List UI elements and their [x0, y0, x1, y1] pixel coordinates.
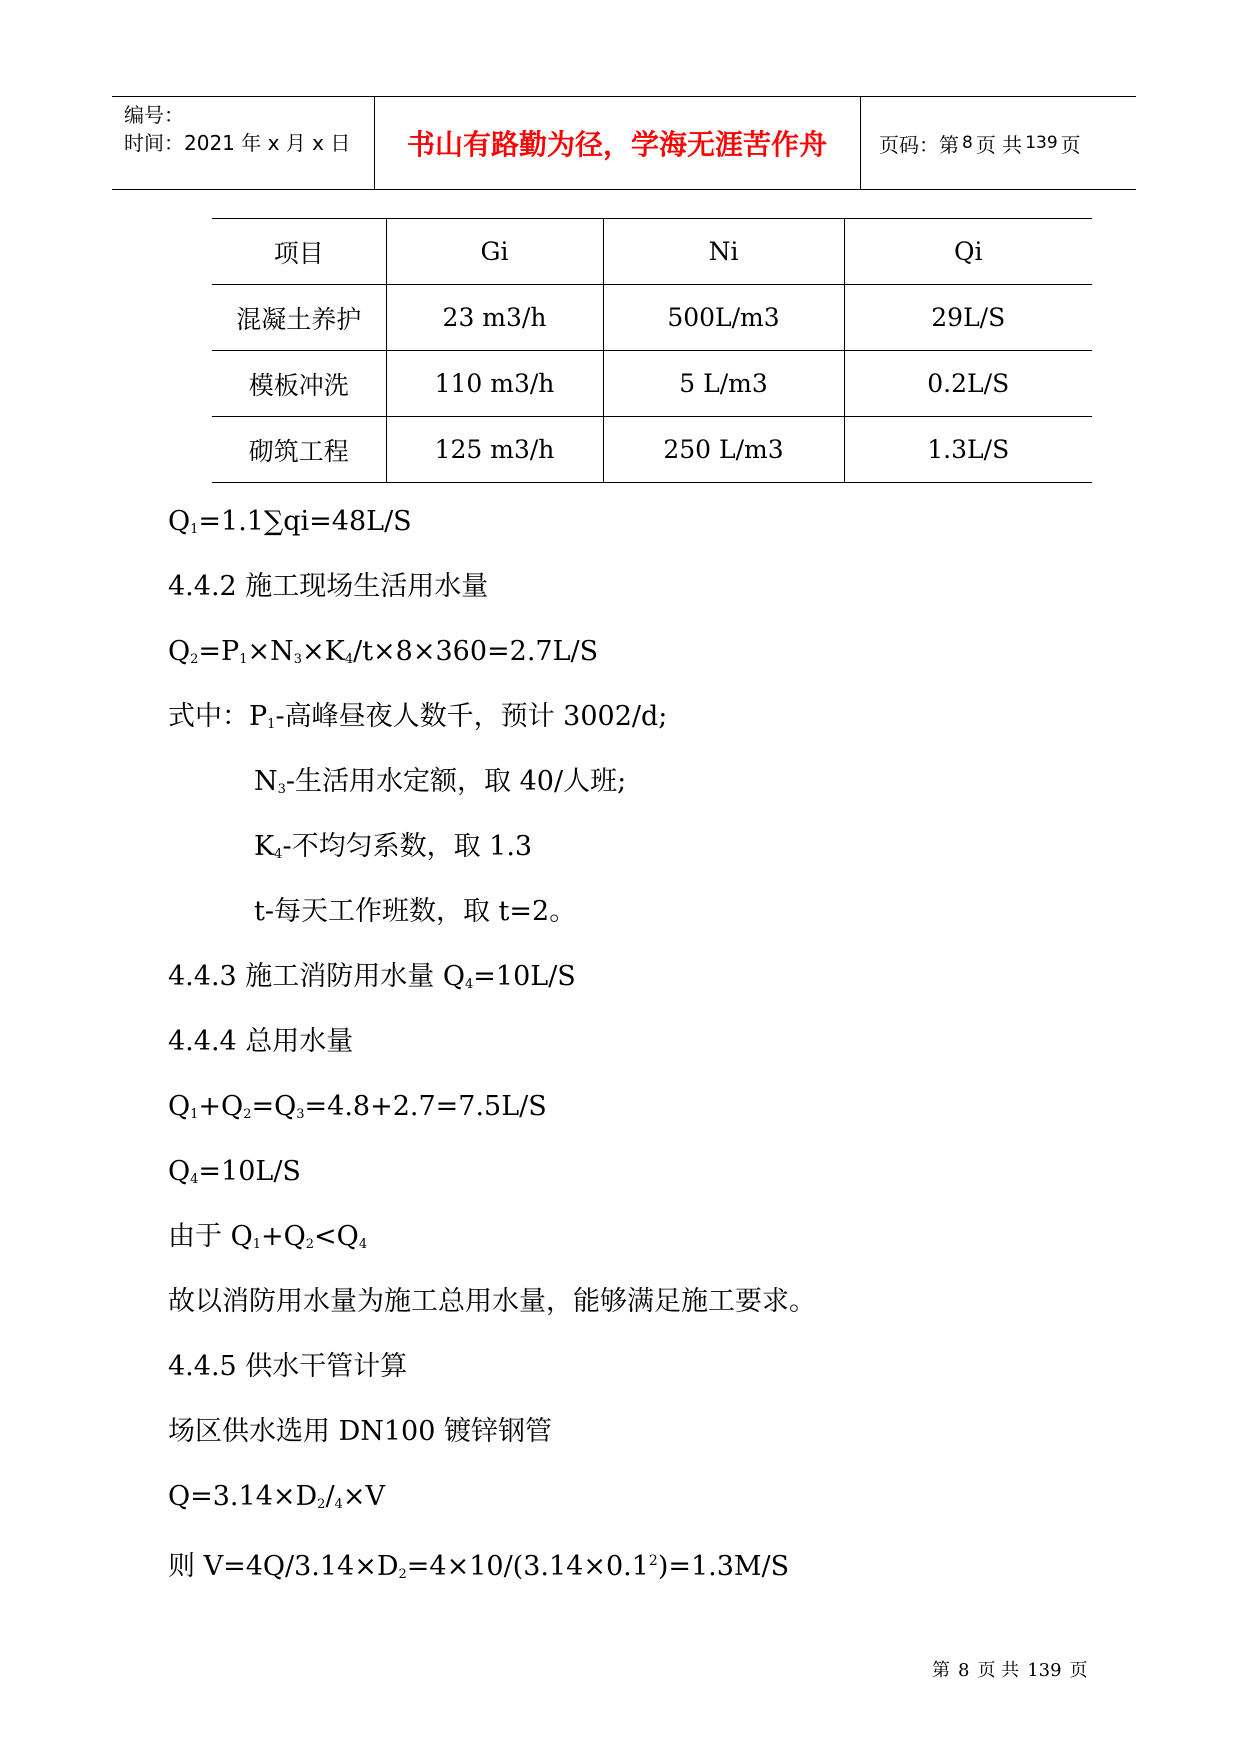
page-footer	[928, 1656, 1092, 1682]
where-k4: $K_4-$不均匀系数，取 1.3	[254, 831, 533, 862]
water-usage-table	[212, 218, 1092, 483]
header-page-info	[869, 97, 1136, 189]
footer-page-total: 139	[1027, 1660, 1062, 1681]
table-row	[212, 351, 1092, 417]
table-header-cell: 项目	[273, 238, 324, 268]
footer-prefix: 第	[932, 1660, 950, 1681]
footer-mid: 页 共	[977, 1660, 1020, 1681]
header-divider-right	[860, 97, 861, 189]
section-4-4-2-heading: 4.4.2 施工现场生活用水量	[168, 571, 489, 602]
where-t: t-每天工作班数，取 t=2。	[254, 896, 577, 927]
header-page-current: 8	[962, 133, 973, 153]
table-header-row	[212, 219, 1092, 285]
table-cell: 110 m3/h	[386, 351, 603, 417]
table-header-cell: Qi	[844, 219, 1092, 285]
footer-page-current: 8	[958, 1660, 970, 1681]
table-cell: 5 L/m3	[603, 351, 844, 417]
header-time-label: 时间：2021 年 x 月 x 日	[124, 131, 351, 155]
header-number-label: 编号：	[124, 103, 184, 127]
formula-q2: $Q_2=P_1\times N_3\times K_4/t\times 8\times 360=2.7L/S$	[168, 636, 599, 667]
page-header	[112, 96, 1136, 190]
table-cell: 混凝土养护	[212, 285, 386, 351]
formula-sum: $Q_1+Q_2=Q_3=4.8+2.7=7.5L/S$	[168, 1091, 547, 1122]
header-page-prefix: 页码：第	[879, 132, 959, 157]
header-page-suffix: 页	[1060, 132, 1081, 157]
table-row	[212, 417, 1092, 483]
formula-q4: $Q_4=10L/S$	[168, 1156, 301, 1187]
section-4-4-3-heading: 4.4.3 施工消防用水量 $Q_4=10L/S$	[168, 961, 576, 992]
table-cell: 500L/m3	[603, 285, 844, 351]
section-4-4-4-heading: 4.4.4 总用水量	[168, 1026, 354, 1057]
header-page-total: 139	[1025, 133, 1058, 153]
footer-suffix: 页	[1069, 1660, 1088, 1681]
where-n3: $N_3-$生活用水定额，取 40/人班;	[254, 766, 627, 797]
table-cell: 23 m3/h	[386, 285, 603, 351]
table-cell: 125 m3/h	[386, 417, 603, 483]
header-meta	[124, 101, 350, 157]
table-cell: 砌筑工程	[212, 417, 386, 483]
table-cell: 模板冲洗	[212, 351, 386, 417]
formula-q: $Q=3.14\times D_2/_4\times V$	[168, 1481, 385, 1512]
document-body	[168, 489, 1118, 1594]
section-4-4-5-heading: 4.4.5 供水干管计算	[168, 1351, 408, 1382]
table-cell: 29L/S	[844, 285, 1092, 351]
table-cell: 250 L/m3	[603, 417, 844, 483]
conclusion-line: 故以消防用水量为施工总用水量，能够满足施工要求。	[168, 1286, 816, 1317]
table-row	[212, 285, 1092, 351]
header-page-mid: 页 共	[975, 132, 1023, 157]
table-header-cell: Ni	[603, 219, 844, 285]
formula-q1: $Q_1=1.1\sum qi=48L/S$	[168, 506, 412, 537]
header-motto: 书山有路勤为径，学海无涯苦作舟	[406, 128, 827, 161]
formula-v: 则 $V=4Q/3.14\times D_2=4\times 10/(3.14\times 0.1^2)=1.3M/S$	[168, 1551, 790, 1582]
table-header-cell: Gi	[386, 219, 603, 285]
pipe-selection-line: 场区供水选用 DN100 镀锌钢管	[168, 1416, 552, 1447]
where-p1: 式中：$P_1-$高峰昼夜人数千，预计 3002/d;	[168, 701, 668, 732]
table-cell: 1.3L/S	[844, 417, 1092, 483]
table-cell: 0.2L/S	[844, 351, 1092, 417]
comparison-line: 由于 $Q_1+Q_2<Q_4$	[168, 1221, 368, 1252]
